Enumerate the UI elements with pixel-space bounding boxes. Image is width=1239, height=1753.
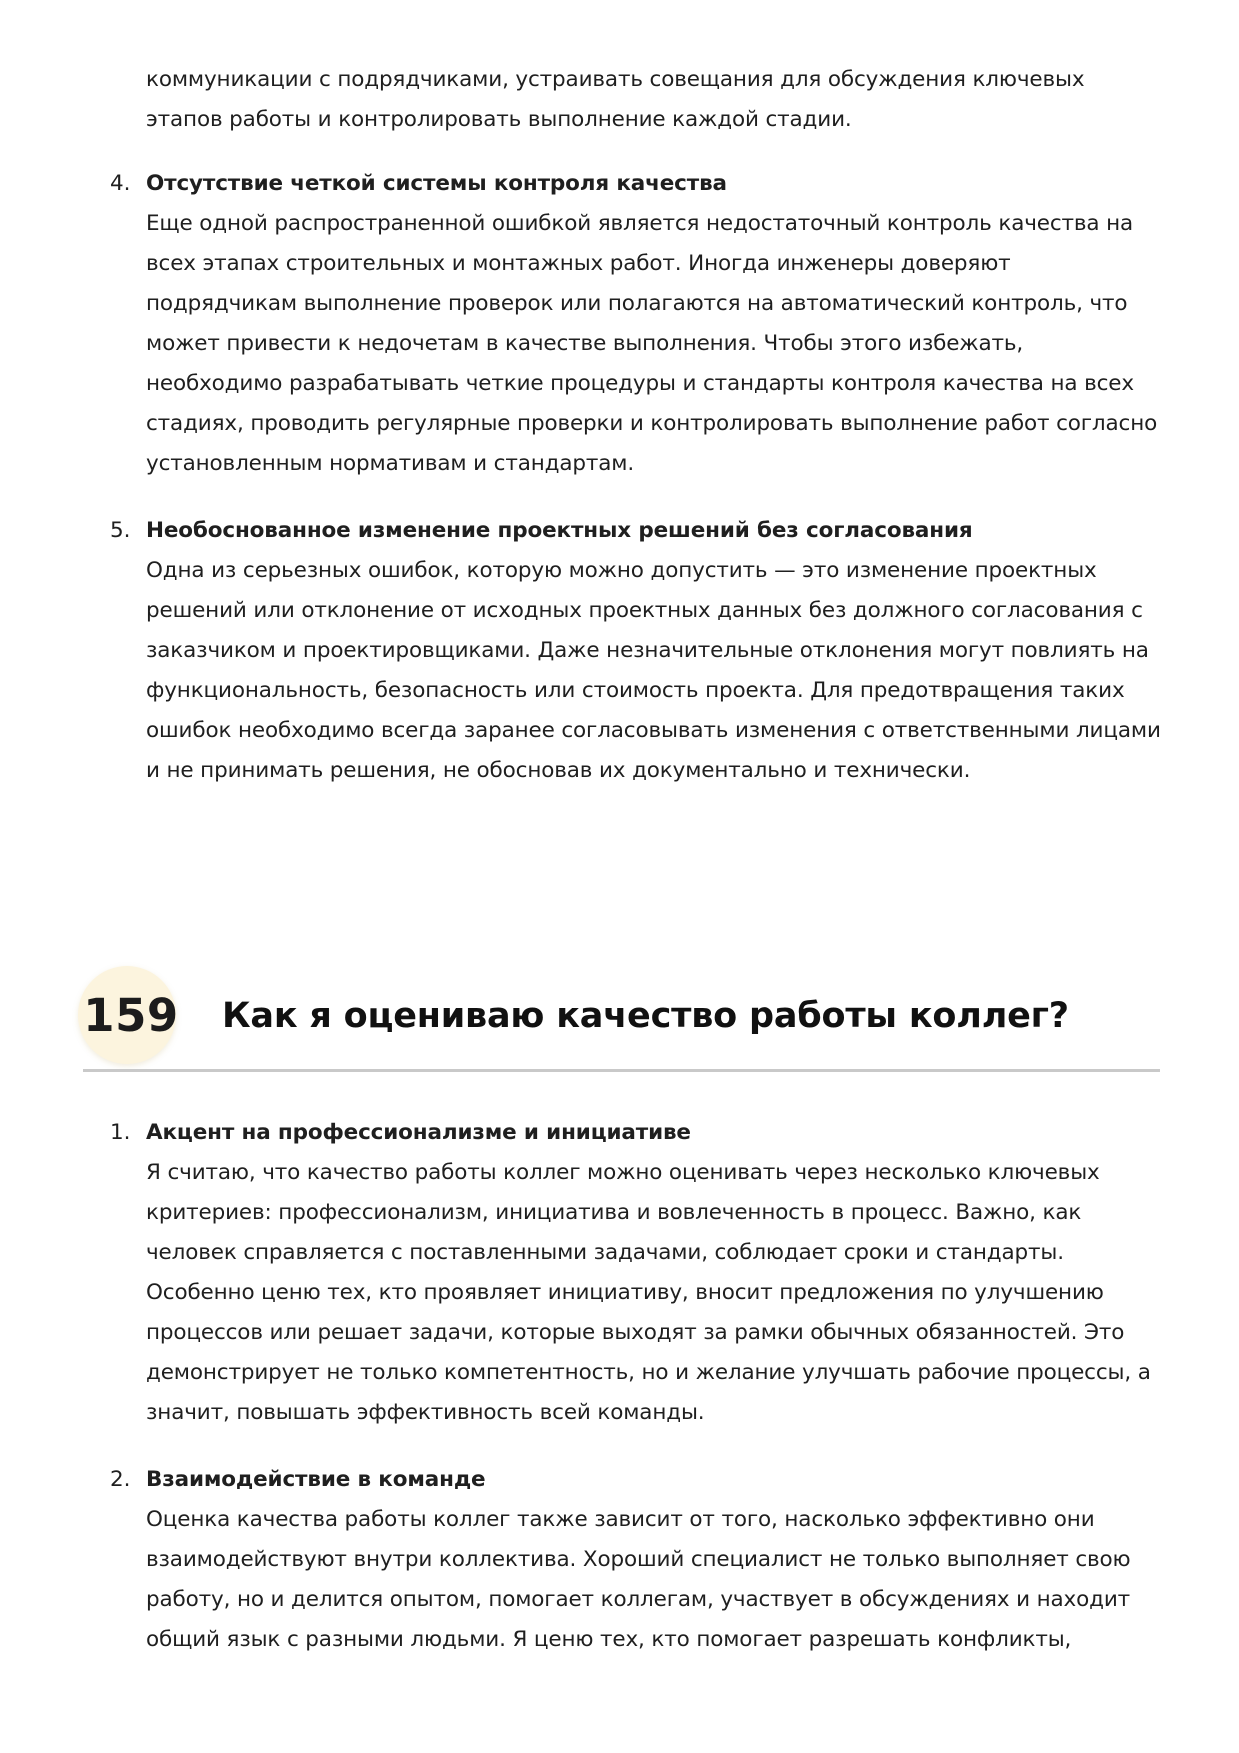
- list-item-title: Акцент на профессионализме и инициативе: [146, 1120, 691, 1145]
- list-item-number: 4.: [110, 171, 131, 196]
- list-item-number: 2.: [110, 1467, 131, 1492]
- list-item-number: 5.: [110, 518, 131, 543]
- list-item-title: Необоснованное изменение проектных решений без согласования: [146, 518, 973, 543]
- list-item-text: Еще одной распространенной ошибкой является недостаточный контроль качества на всех этапах строительных и монтажных работ. Иногда инженеры доверяют подрядчикам выполнение проверок или полагаются на автоматический контроль, что может привести к недочетам в качестве выполнения. Чтобы этого избежать, необходимо разрабатывать четкие процедуры и стандарты контроля качества на всех стадиях, проводить регулярные проверки и контролировать выполнение работ согласно установленным нормативам и стандартам.: [146, 211, 1158, 476]
- list-item-text: Оценка качества работы коллег также зависит от того, насколько эффективно они взаимодействуют внутри коллектива. Хороший специалист не только выполняет свою работу, но и делится опытом, помогает коллегам, участвует в обсуждениях и находит общий язык с разными людьми. Я ценю тех, кто помогает разрешать конфликты,: [146, 1507, 1131, 1652]
- question-title: Как я оцениваю качество работы коллег?: [222, 996, 1069, 1036]
- list-item-text: Я считаю, что качество работы коллег можно оценивать через несколько ключевых критериев: профессионализм, инициатива и вовлеченность в процесс. Важно, как человек справляется с поставленными задачами, соблюдает сроки и стандарты. Особенно ценю тех, кто проявляет инициативу, вносит предложения по улучшению процессов или решает задачи, которые выходят за рамки обычных обязанностей. Это демонстрирует не только компетентность, но и желание улучшать рабочие процессы, а значит, повышать эффективность всей команды.: [146, 1160, 1151, 1425]
- list-item-title: Отсутствие четкой системы контроля качества: [146, 171, 727, 196]
- list-item-number: 1.: [110, 1120, 131, 1145]
- section-divider: [83, 1069, 1160, 1072]
- question-number: 159: [83, 989, 179, 1042]
- continuation-paragraph: коммуникации с подрядчиками, устраивать совещания для обсуждения ключевых этапов работы и контролировать выполнение каждой стадии.: [146, 67, 1085, 132]
- list-item-title: Взаимодействие в команде: [146, 1467, 486, 1492]
- list-item-text: Одна из серьезных ошибок, которую можно допустить — это изменение проектных решений или отклонение от исходных проектных данных без должного согласования с заказчиком и проектировщиками. Даже незначительные отклонения могут повлиять на функциональность, безопасность или стоимость проекта. Для предотвращения таких ошибок необходимо всегда заранее согласовывать изменения с ответственными лицами и не принимать решения, не обосновав их документально и технически.: [146, 558, 1161, 783]
